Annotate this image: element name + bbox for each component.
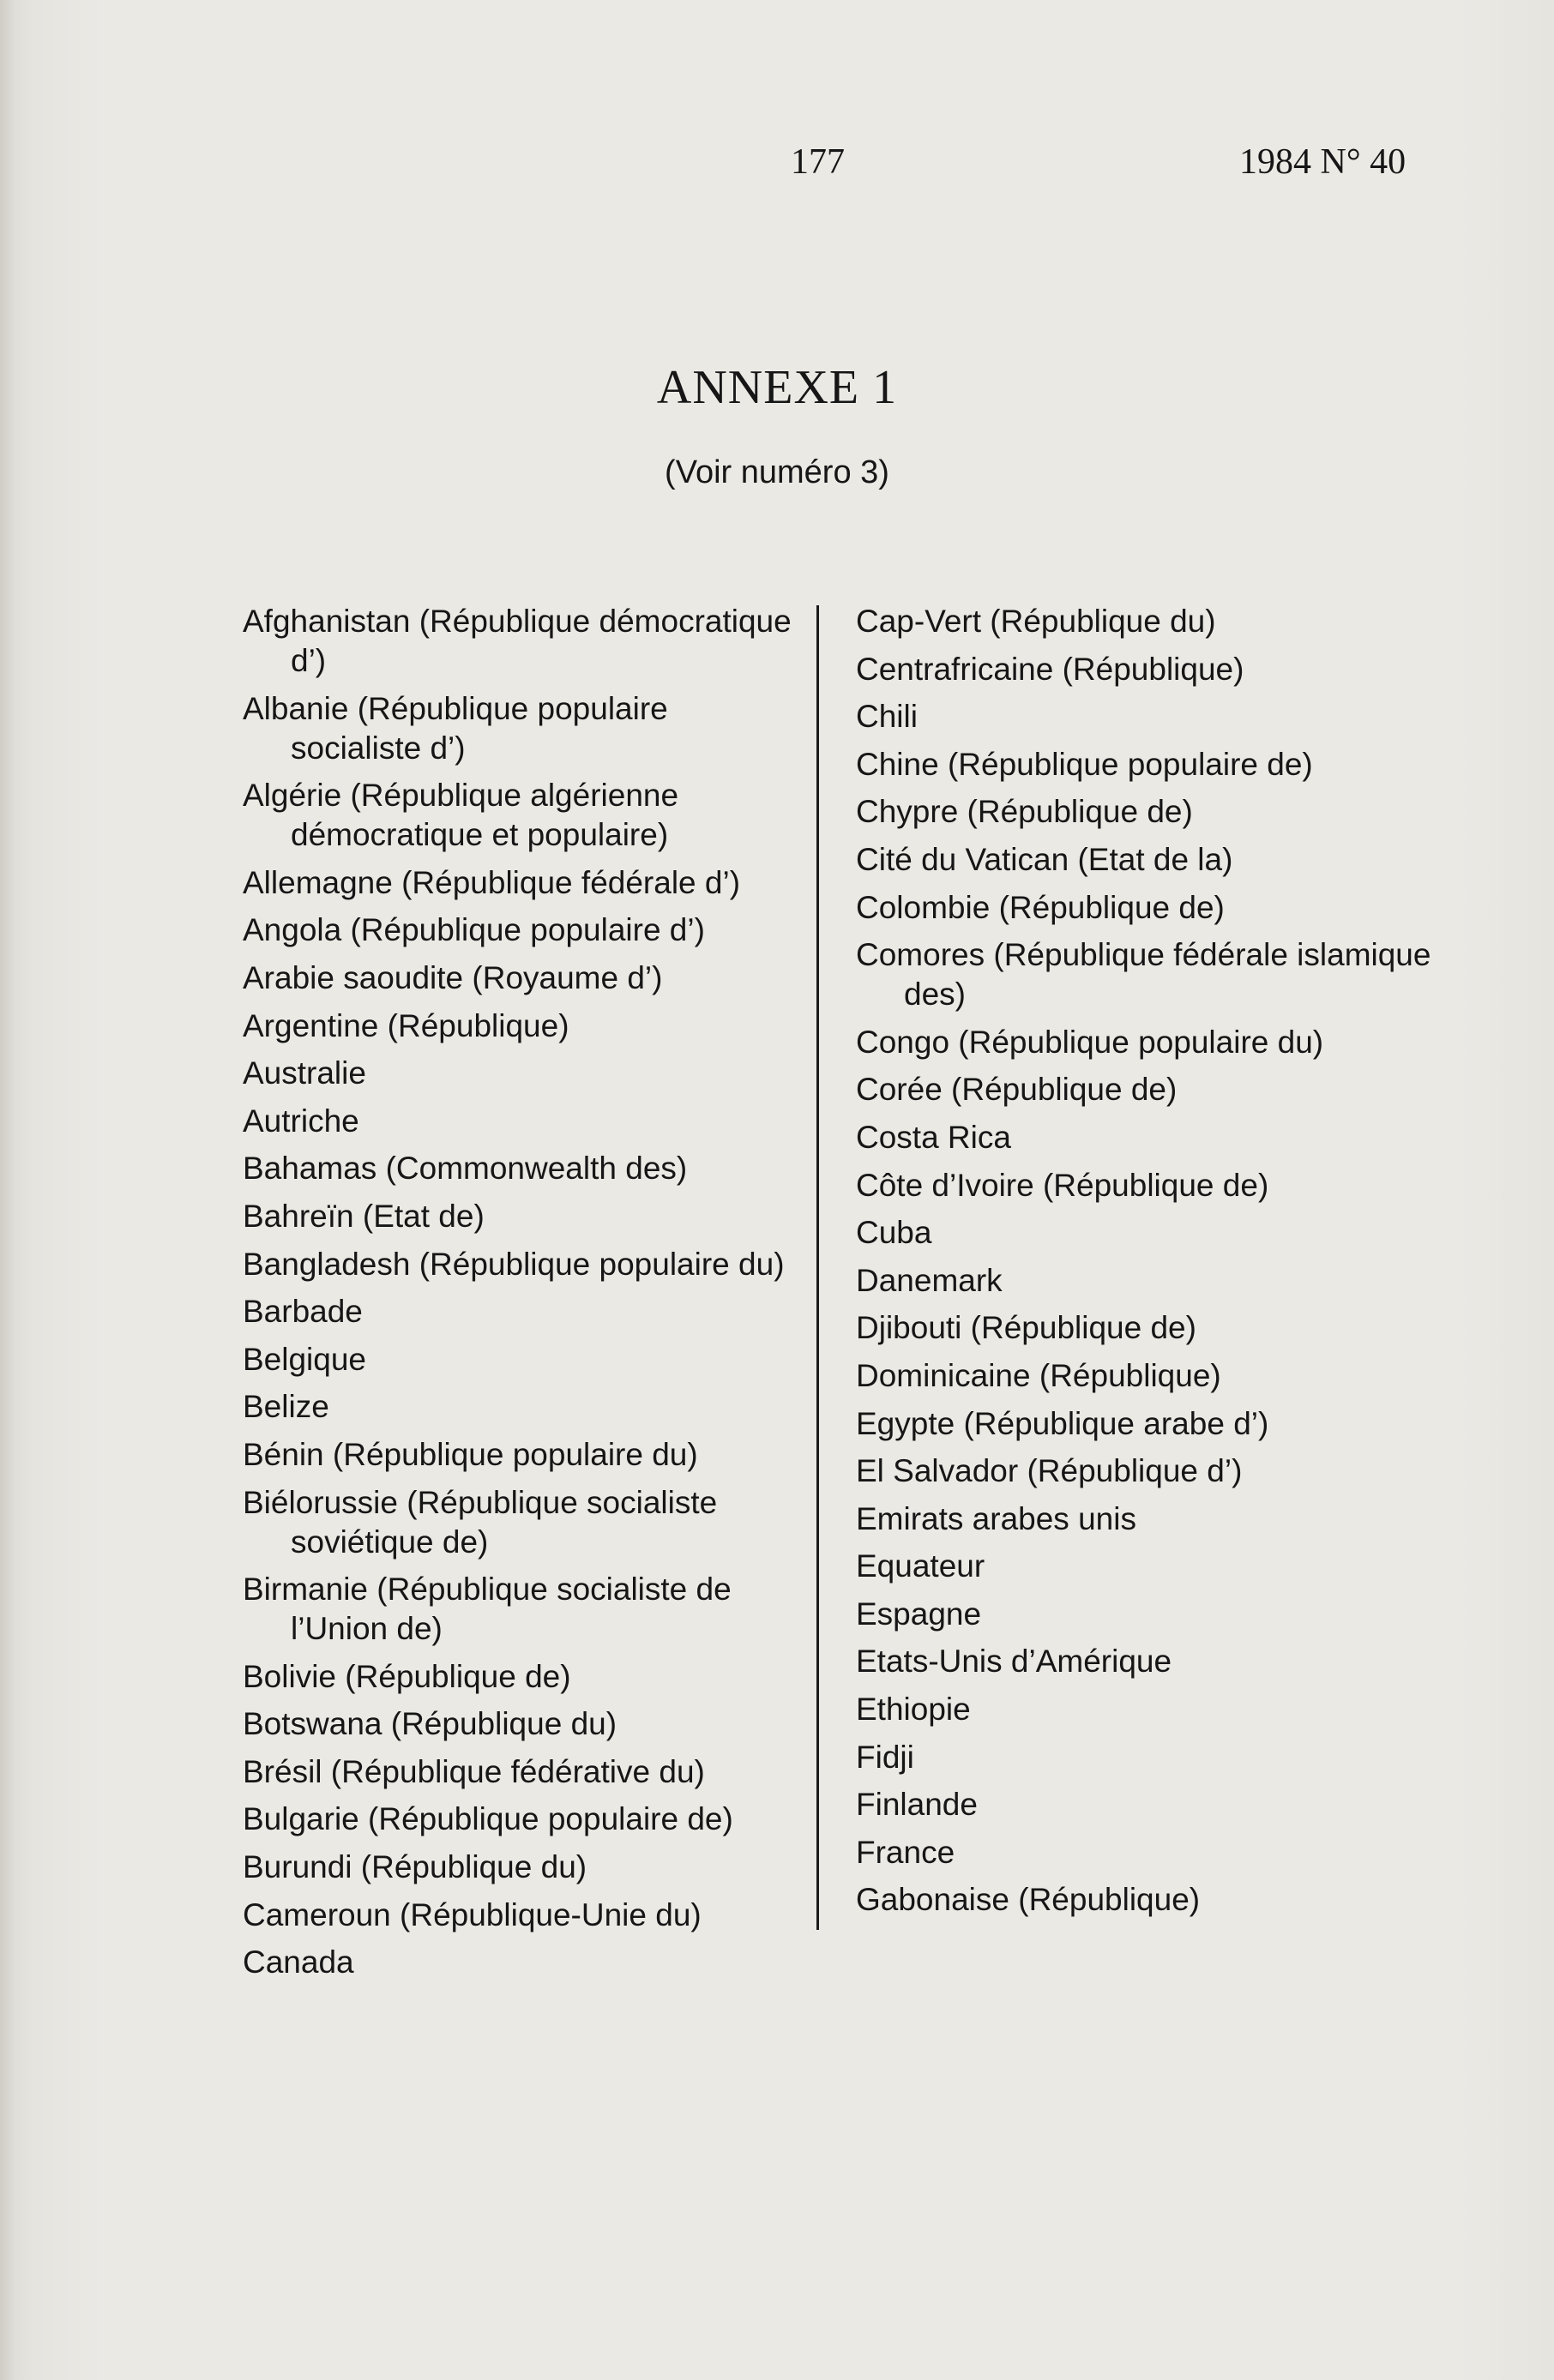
country-entry: Congo (République populaire du) (856, 1024, 1324, 1060)
country-entry: Belize (243, 1389, 329, 1425)
country-entry: Botswana (République du) (243, 1706, 617, 1742)
country-entry: Cap-Vert (République du) (856, 604, 1216, 639)
country-entry: Chine (République populaire de) (856, 746, 1313, 782)
country-entry: Côte d’Ivoire (République de) (856, 1167, 1269, 1203)
country-entry: Bahamas (Commonwealth des) (243, 1151, 688, 1187)
country-entry: Birmanie (République socialiste de l’Union de) (243, 1572, 732, 1647)
country-entry: Biélorussie (République socialiste soviétique de) (243, 1484, 718, 1560)
country-entry: Chypre (République de) (856, 794, 1193, 830)
country-entry: Angola (République populaire d’) (243, 912, 705, 948)
page-number: 177 (791, 142, 845, 182)
page-binding-edge (0, 0, 15, 2380)
country-entry: Belgique (243, 1341, 367, 1377)
country-entry: Danemark (856, 1262, 1003, 1298)
country-entry: Argentine (République) (243, 1007, 569, 1043)
country-entry: Barbade (243, 1294, 363, 1330)
country-entry: Gabonaise (République) (856, 1882, 1201, 1918)
country-entry: France (856, 1834, 955, 1870)
country-entry: Centrafricaine (République) (856, 651, 1244, 687)
country-entry: Bangladesh (République populaire du) (243, 1246, 785, 1282)
country-entry: Equateur (856, 1548, 985, 1584)
country-entry: Autriche (243, 1103, 359, 1139)
country-entry: Canada (243, 1944, 354, 1980)
country-entry: El Salvador (République d’) (856, 1453, 1243, 1489)
country-entry: Espagne (856, 1596, 982, 1632)
annex-title: ANNEXE 1 (656, 361, 898, 414)
country-entry: Djibouti (République de) (856, 1310, 1196, 1346)
country-entry: Burundi (République du) (243, 1849, 587, 1885)
country-entry: Dominicaine (République) (856, 1357, 1221, 1393)
country-entry: Allemagne (République fédérale d’) (243, 864, 741, 900)
country-list-left (243, 602, 792, 1991)
annex-subtitle: (Voir numéro 3) (665, 454, 889, 490)
country-entry: Ethiopie (856, 1692, 971, 1728)
country-entry: Afghanistan (République démocratique d’) (243, 604, 792, 678)
document-reference: 1984 N° 40 (1239, 142, 1406, 182)
country-entry: Etats-Unis d’Amérique (856, 1644, 1172, 1680)
country-entry: Albanie (République populaire socialiste d’) (243, 690, 668, 766)
country-entry: Finlande (856, 1787, 978, 1823)
country-entry: Colombie (République de) (856, 889, 1225, 925)
country-entry: Comores (République fédérale islamique des) (856, 937, 1431, 1013)
country-entry: Cité du Vatican (Etat de la) (856, 841, 1233, 877)
country-entry: Corée (République de) (856, 1072, 1178, 1108)
country-entry: Chili (856, 699, 918, 735)
country-entry: Bulgarie (République populaire de) (243, 1801, 733, 1837)
country-entry: Algérie (République algérienne démocratique et populaire) (243, 778, 679, 853)
country-entry: Brésil (République fédérative du) (243, 1753, 705, 1789)
country-list-right (856, 602, 1456, 1928)
country-entry: Bénin (République populaire du) (243, 1436, 698, 1472)
country-entry: Egypte (République arabe d’) (856, 1405, 1269, 1441)
country-entry: Emirats arabes unis (856, 1500, 1136, 1536)
country-entry: Australie (243, 1055, 366, 1091)
country-entry: Cameroun (République-Unie du) (243, 1896, 702, 1932)
page-header (0, 141, 1554, 193)
country-entry: Fidji (856, 1739, 914, 1775)
country-entry: Bolivie (République de) (243, 1658, 571, 1694)
country-entry: Cuba (856, 1215, 932, 1251)
column-divider (816, 605, 819, 1930)
country-entry: Arabie saoudite (Royaume d’) (243, 959, 663, 995)
country-entry: Bahreïn (Etat de) (243, 1198, 485, 1234)
country-entry: Costa Rica (856, 1119, 1011, 1155)
